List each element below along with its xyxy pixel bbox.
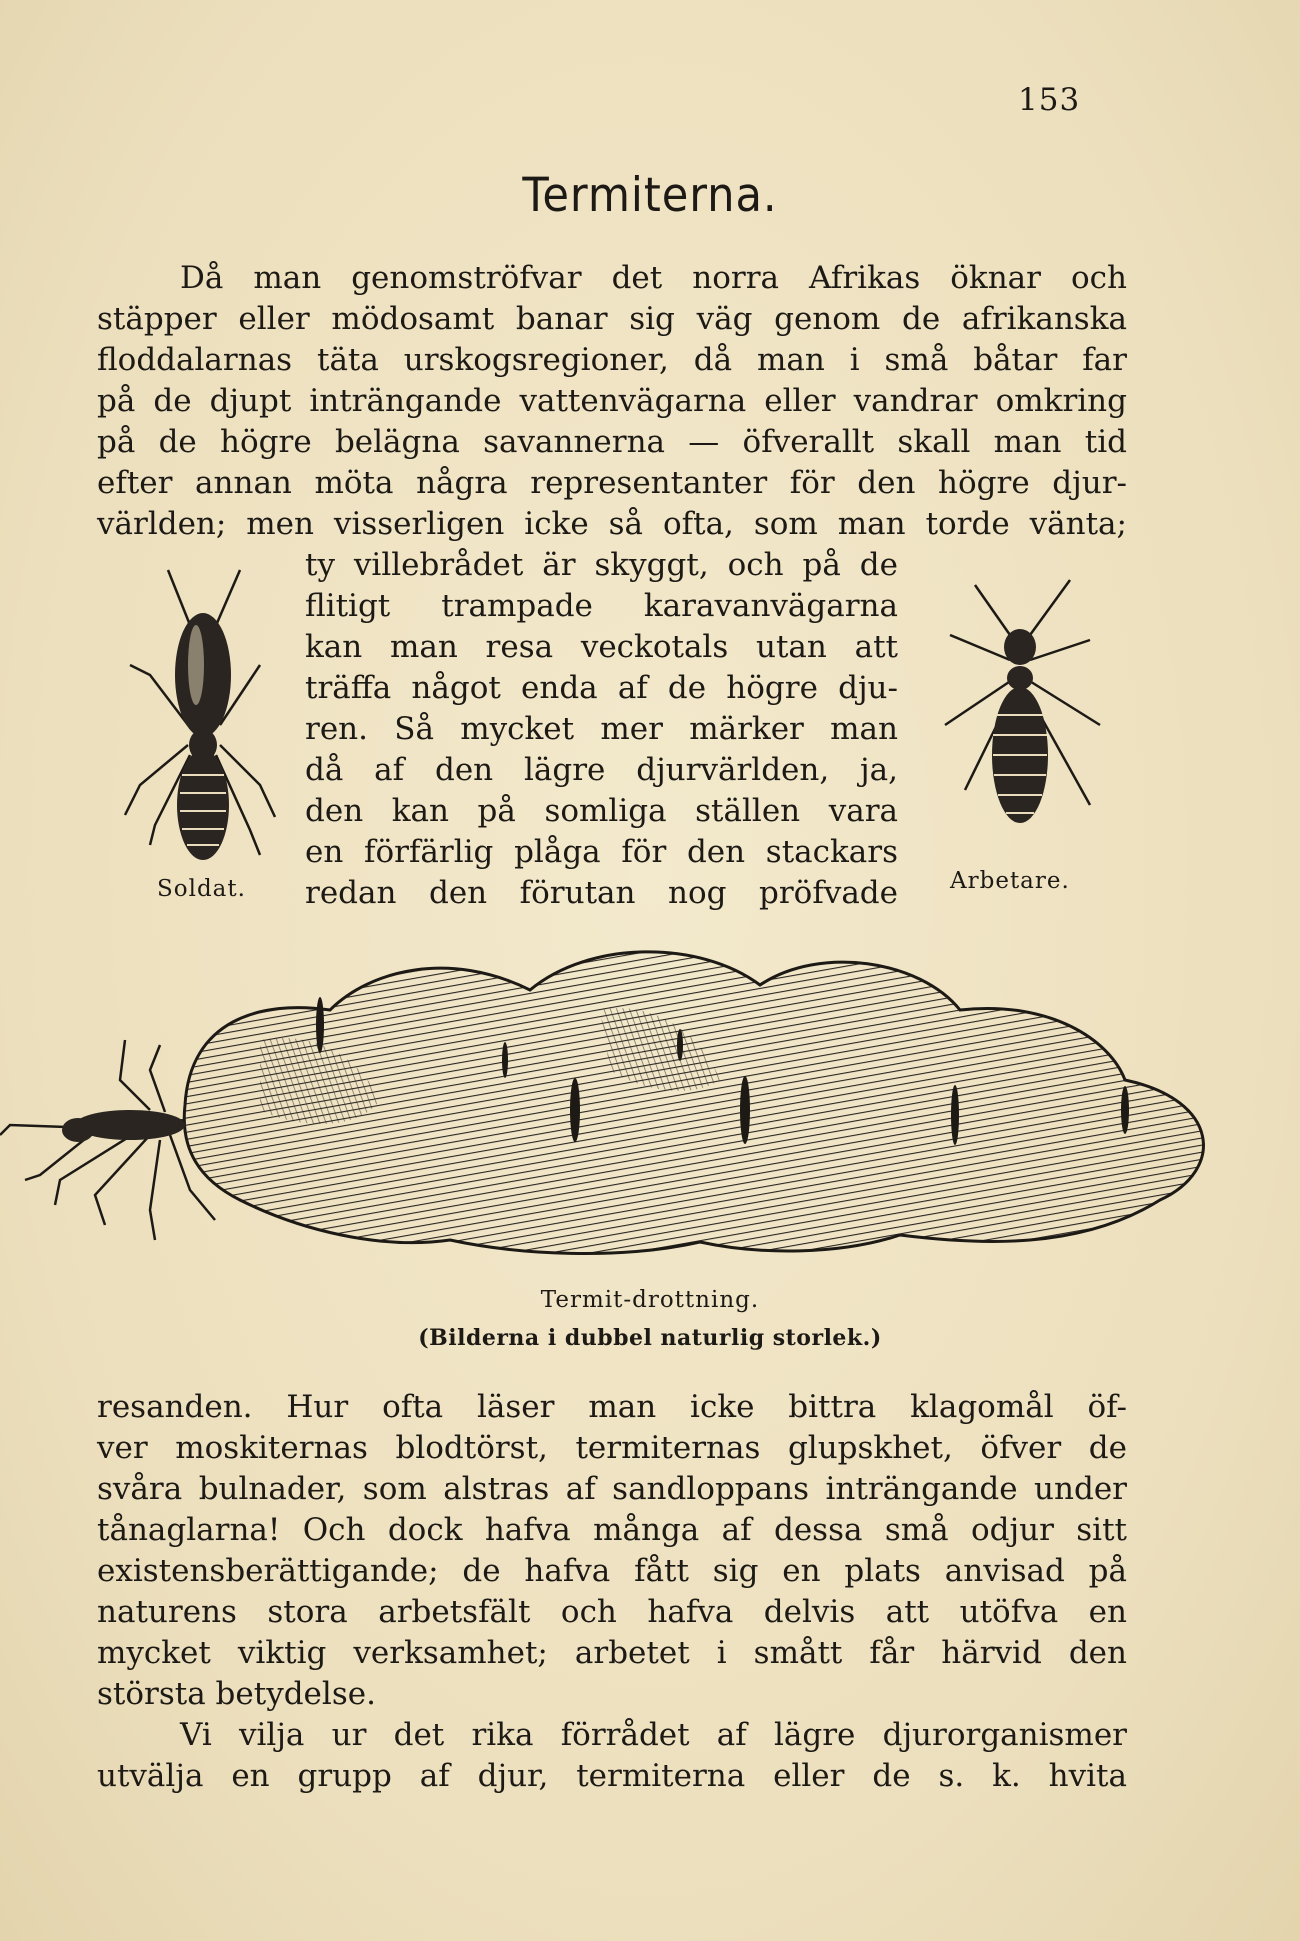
text-line: floddalarnas täta urskogsregioner, då man i små båtar far xyxy=(97,342,1127,378)
text-line: ver moskiternas blodtörst, termiternas glupskhet, öfver de xyxy=(97,1430,1127,1466)
scale-note: (Bilderna i dubbel naturlig storlek.) xyxy=(418,1325,882,1351)
text-line: svåra bulnader, som alstras af sandloppans inträngande under xyxy=(97,1471,1127,1507)
text-line: efter annan möta några representanter för den högre djur- xyxy=(97,465,1127,501)
chapter-title: Termiterna. xyxy=(522,168,778,223)
text-line: existensberättigande; de hafva fått sig en plats anvisad på xyxy=(97,1553,1127,1589)
text-line: utvälja en grupp af djur, termiterna eller de s. k. hvita xyxy=(97,1758,1127,1794)
text-line: redan den förutan nog pröfvade xyxy=(305,875,898,911)
text-line: mycket viktig verksamhet; arbetet i smått får härvid den xyxy=(97,1635,1127,1671)
text-line: flitigt trampade karavanvägarna xyxy=(305,588,898,624)
text-line: på de högre belägna savannerna — öfverallt skall man tid xyxy=(97,424,1127,460)
text-line: träffa något enda af de högre dju- xyxy=(305,670,898,706)
text-line: då af den lägre djurvärlden, ja, xyxy=(305,752,898,788)
soldier-termite-illustration xyxy=(110,555,290,870)
text-line: på de djupt inträngande vattenvägarna eller vandrar omkring xyxy=(97,383,1127,419)
text-line: stäpper eller mödosamt banar sig väg genom de afrikanska xyxy=(97,301,1127,337)
text-line: kan man resa veckotals utan att xyxy=(305,629,898,665)
text-line: resanden. Hur ofta läser man icke bittra klagomål öf- xyxy=(97,1389,1127,1425)
text-line: naturens stora arbetsfält och hafva delvis att utöfva en xyxy=(97,1594,1127,1630)
text-line: en förfärlig plåga för den stackars xyxy=(305,834,898,870)
text-line: Vi vilja ur det rika förrådet af lägre djurorganismer xyxy=(180,1717,1127,1753)
queen-caption: Termit-drottning. xyxy=(540,1287,760,1313)
text-line: ty villebrådet är skyggt, och på de xyxy=(305,547,898,583)
text-line: största betydelse. xyxy=(97,1676,376,1712)
worker-caption: Arbetare. xyxy=(950,868,1070,894)
text-line: världen; men visserligen icke så ofta, som man torde vänta; xyxy=(97,506,1127,542)
soldier-caption: Soldat. xyxy=(157,876,246,902)
text-line: Då man genomströfvar det norra Afrikas öknar och xyxy=(180,260,1127,296)
worker-termite-illustration xyxy=(930,575,1110,855)
page-number: 153 xyxy=(1018,82,1081,118)
text-line: den kan på somliga ställen vara xyxy=(305,793,898,829)
text-line: tånaglarna! Och dock hafva många af dessa små odjur sitt xyxy=(97,1512,1127,1548)
termite-queen-illustration xyxy=(0,930,1230,1260)
text-line: ren. Så mycket mer märker man xyxy=(305,711,898,747)
